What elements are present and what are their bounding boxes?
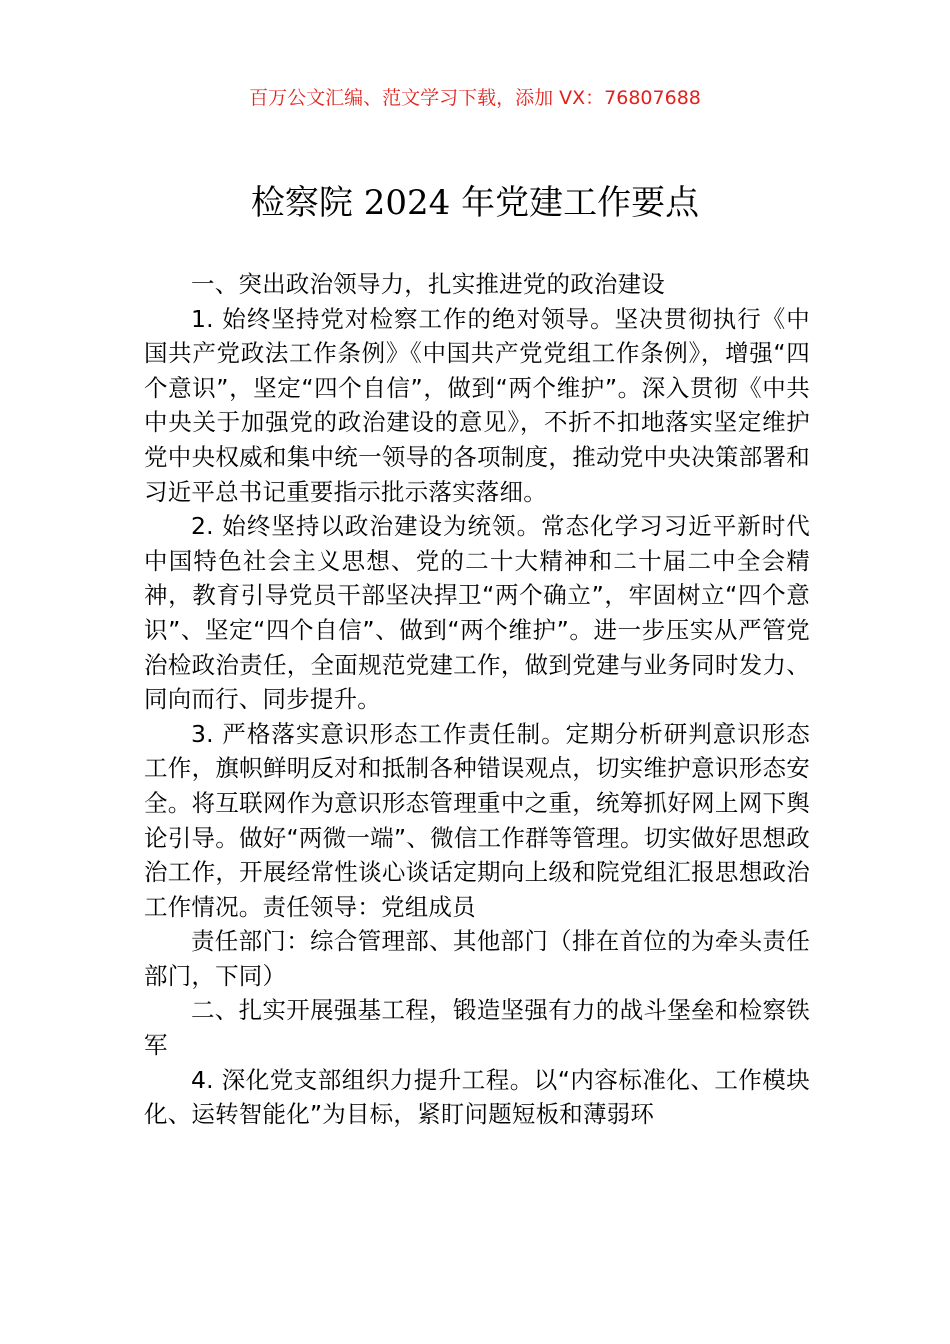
document-title: 检察院 2024 年党建工作要点 bbox=[250, 183, 700, 223]
paragraph-2: 2. 始终坚持以政治建设为统领。常态化学习习近平新时代中国特色社会主义思想、党的二十大精神和二十届二中全会精神，教育引导党员干部坚决捍卫“两个确立”，牢固树立“四个意识”、坚定“四个自信”、做到“两个维护”。进一步压实从严管党治检政治责任，全面规范党建工作，做到党建与业务同时发力、同向而行、同步提升。 bbox=[144, 512, 810, 714]
section-heading-2: 二、扎实开展强基工程，锻造坚强有力的战斗堡垒和检察铁军 bbox=[144, 996, 810, 1060]
section-heading-1: 一、突出政治领导力，扎实推进党的政治建设 bbox=[191, 270, 665, 298]
paragraph-4: 4. 深化党支部组织力提升工程。以“内容标准化、工作模块化、运转智能化”为目标，紧盯问题短板和薄弱环 bbox=[144, 1065, 810, 1129]
paragraph-1: 1. 始终坚持党对检察工作的绝对领导。坚决贯彻执行《中国共产党政法工作条例》《中国共产党党组工作条例》，增强“四个意识”，坚定“四个自信”，做到“两个维护”。深入贯彻《中共中央关于加强党的政治建设的意见》，不折不扣地落实坚定维护党中央权威和集中统一领导的各项制度，推动党中央决策部署和习近平总书记重要指示批示落实落细。 bbox=[144, 304, 810, 506]
header-note: 百万公文汇编、范文学习下载，添加 VX：76807688 bbox=[249, 87, 701, 109]
responsible-departments: 责任部门：综合管理部、其他部门（排在首位的为牵头责任部门，下同） bbox=[144, 927, 810, 990]
document-body bbox=[144, 267, 810, 1132]
paragraph-3: 3. 严格落实意识形态工作责任制。定期分析研判意识形态工作，旗帜鲜明反对和抵制各种错误观点，切实维护意识形态安全。将互联网作为意识形态管理重中之重，统筹抓好网上网下舆论引导。做好“两微一端”、微信工作群等管理。切实做好思想政治工作，开展经常性谈心谈话定期向上级和院党组汇报思想政治工作情况。责任领导：党组成员 bbox=[144, 719, 810, 921]
